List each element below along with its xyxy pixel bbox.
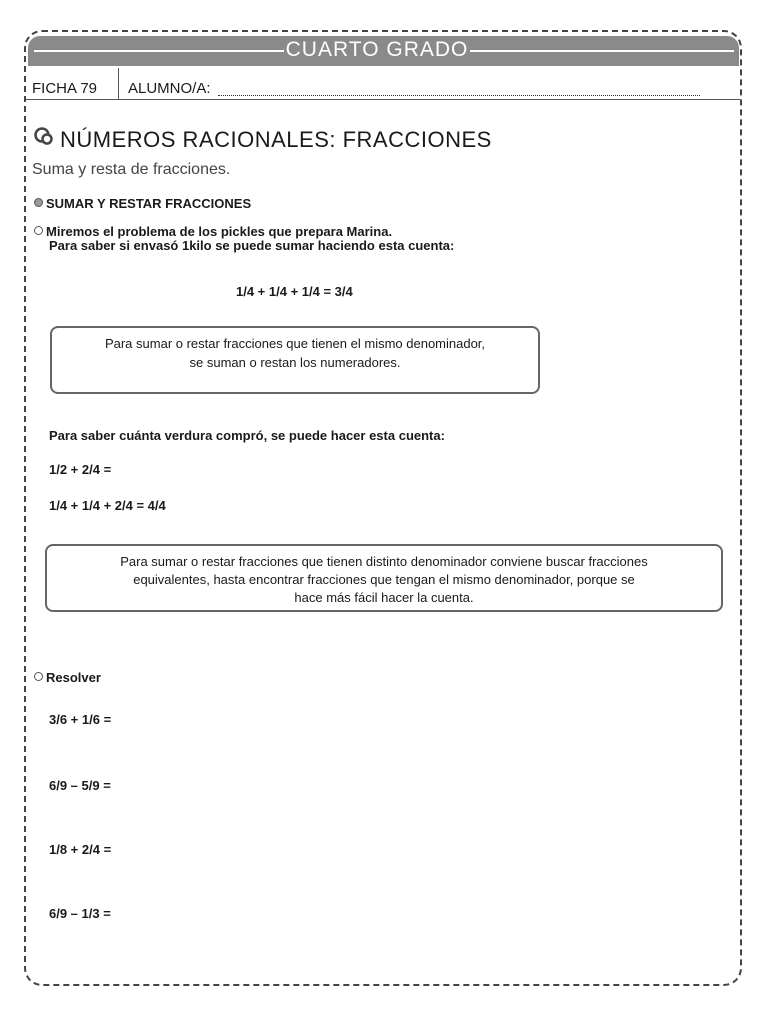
info-separator xyxy=(118,68,119,100)
bullet-icon xyxy=(34,198,43,207)
equation-pickles: 1/4 + 1/4 + 1/4 = 3/4 xyxy=(236,284,353,299)
rule-box-same-denominator: Para sumar o restar fracciones que tienen el mismo denominador, se suman o restan los numeradores. xyxy=(50,326,540,394)
bullet-icon xyxy=(34,672,43,681)
page-title: NÚMEROS RACIONALES: FRACCIONES xyxy=(60,127,492,152)
exercise-item: 1/8 + 2/4 = xyxy=(49,842,112,857)
alumno-label: ALUMNO/A: xyxy=(128,80,211,97)
equation-verdura-1: 1/2 + 2/4 = xyxy=(49,462,112,477)
intro-line-1: Miremos el problema de los pickles que prepara Marina. xyxy=(34,224,392,239)
equation-verdura-2: 1/4 + 1/4 + 2/4 = 4/4 xyxy=(49,498,166,513)
grade-title: CUARTO GRADO xyxy=(285,38,469,61)
exercise-item: 6/9 – 5/9 = xyxy=(49,778,111,793)
section-heading-resolver: Resolver xyxy=(34,670,101,685)
exercise-item: 3/6 + 1/6 = xyxy=(49,712,112,727)
bullet-icon xyxy=(34,226,43,235)
intro-line-2: Para saber si envasó 1kilo se puede sumar haciendo esta cuenta: xyxy=(49,238,455,253)
alumno-name-field[interactable] xyxy=(218,95,700,96)
exercise-item: 6/9 – 1/3 = xyxy=(49,906,111,921)
section-heading-sumar: SUMAR Y RESTAR FRACCIONES xyxy=(34,196,251,211)
verdura-text: Para saber cuánta verdura compró, se puede hacer esta cuenta: xyxy=(49,428,445,443)
rule-box-different-denominator: Para sumar o restar fracciones que tienen distinto denominador conviene buscar fracciones equivalentes, hasta encontrar fracciones que tengan el mismo denominador, porque se hace más fácil hacer la cuenta. xyxy=(45,544,723,612)
header-decor-line xyxy=(34,50,284,52)
header-decor-line xyxy=(470,50,734,52)
ficha-number: FICHA 79 xyxy=(32,80,98,97)
magnifier-icon xyxy=(34,127,56,147)
page-subtitle: Suma y resta de fracciones. xyxy=(32,161,231,178)
